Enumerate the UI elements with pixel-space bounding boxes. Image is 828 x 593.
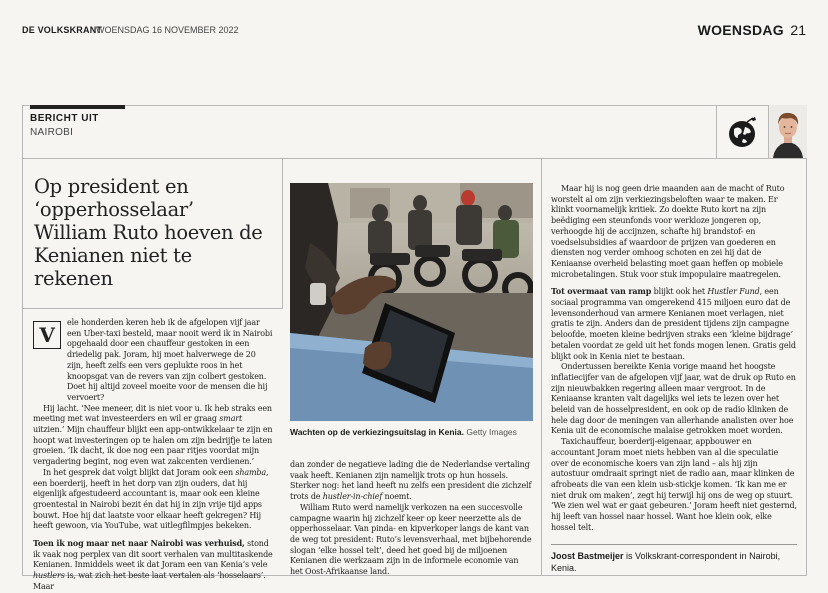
- text-run: is, wat zich het beste laat vertalen als ‘hosselaars’. Maar: [33, 571, 266, 591]
- text-run: , een boerderij, heeft in het dorp van zijn ouders, dat hij eigenlijk afgestudeerd accountant is, maar ook een kleine groentestal in Nairobi bezit én dat hij in zijn vrije tijd apps bouwt. Hoe hij dat laatste voor elkaar heeft gekregen? Hij heeft gewoon, via YouTube, wat uitlegfilmpjes bekeken.: [33, 467, 269, 531]
- paragraph: Taxichauffeur, boerderij-eigenaar, appbouwer en accountant Joram moet niets hebben van al die speculatie over de economische koers van zijn land – als hij zijn autostuur omdraait springt niet de radio aan, maar klinken de afrobeats die van een klein usb-stickje komen. ‘Ik kan me er niet druk om maken’, zegt hij terwijl hij ons de weg op stuurt. ‘We zien wel wat er gaat gebeuren.’ Joram heeft niet gesternd, hij leeft van hossel naar hossel. Want hoe klein ook, elke hossel telt.: [551, 437, 797, 532]
- page-header: [22, 22, 806, 38]
- newspaper-name: DE VOLKSKRANT: [22, 25, 103, 35]
- caption-text: Wachten op de verkiezingsuitslag in Kenia.: [290, 427, 464, 437]
- italic-term: hustler-in-chief: [322, 492, 383, 502]
- article-column-3: [551, 184, 797, 534]
- photo-caption: [290, 427, 533, 438]
- paragraph: Maar hij is nog geen drie maanden aan de macht of Ruto worstelt al om zijn verkiezingsbeloften waar te maken. Er klinkt voornamelijk kritiek. Zo doekte Ruto kort na zijn beëdiging een steunfonds voor werkloze jongeren op, verhoogde hij de accijnzen, schafte hij brandstof- en voedselsubsidies af waardoor de prijzen van goederen en diensten nog verder omhoog schoten en zei hij dat de Keniaanse overheid belasting moet gaan heffen op mobiele microbetalingen. Stuk voor stuk impopulaire maatregelen.: [551, 184, 785, 279]
- paragraph: ele honderden keren heb ik de afgelopen vijf jaar een Uber-taxi besteld, maar nooit werd ik in Nairobi opgehaald door een chauffeur gestoken in een driedelig pak. Joram, hij moet halverwege de 20 zijn, heeft zelfs een vers geplukte roos in het knoopsgat van de revers van zijn colbert gestoken. Doet hij altijd zoveel moeite voor de mensen die hij vervoert?: [67, 318, 273, 402]
- section-rule: [30, 105, 125, 109]
- globe-icon: [716, 105, 769, 158]
- text-run: dan zonder de negatieve lading die de Nederlandse vertaling vaak heeft. Kenianen zijn namelijk trots op hun hossels. Sterker nog: het land heeft nu zelfs een president die zichzelf trots de: [290, 460, 532, 502]
- author-portrait: [768, 105, 807, 158]
- text-run: , een sociaal programma van omgerekend 415 miljoen euro dat de levensonderhoud van armere Kenianen moet verlagen, niet gratis te zijn. Anders dan de president tijdens zijn campagne beloofde, moeten kleine bedrijven straks een ‘kleine bijdrage’ betalen voordat ze geld uit het fonds mogen lenen. Gratis geld blijkt ook in Kenia niet te bestaan.: [551, 287, 796, 361]
- paragraph: [33, 538, 273, 593]
- paragraph: [33, 404, 273, 468]
- paragraph: [290, 460, 533, 503]
- italic-term: smart: [219, 414, 243, 424]
- author-byline: [551, 551, 797, 574]
- italic-term: hustlers: [33, 571, 65, 581]
- italic-term: Hustler Fund: [707, 287, 760, 297]
- text-run: stond ik vaak nog perplex van dit soort verhalen van multitaskende Kenianen. Inmiddels weet ik dat Joram een van Kenia’s vele: [33, 539, 273, 570]
- section-bar: [22, 105, 807, 159]
- issue-date: WOENSDAG 16 NOVEMBER 2022: [96, 25, 239, 35]
- section-place: NAIROBI: [30, 127, 74, 138]
- lead-in: Tot overmaat van ramp: [551, 286, 652, 297]
- article-column-2: [290, 460, 533, 578]
- byline-rule: [551, 544, 797, 545]
- text-run: Hij lacht. ‘Nee meneer, dit is niet voor u. Ik heb straks een meeting met wat investeerders en wil er graag: [33, 403, 272, 424]
- article-column-1: [33, 318, 273, 593]
- page-number: 21: [790, 22, 806, 38]
- article-photo: [290, 183, 533, 421]
- article-headline: Op president en ‘opperhosselaar’ William Ruto hoeven de Kenianen niet te rekenen: [34, 175, 263, 290]
- paragraph: Ondertussen bereikte Kenia vorige maand het hoogste inflatiecijfer van de afgelopen vijf jaar, wat de druk op Ruto en zijn nieuwbakken regering alleen maar vergroot. In de Keniaanse kranten valt dagelijks wel iets te lezen over het beleid van de hosselpresident, en ook op de radio klinken de hele dag door de meningen van allerhande analisten over hoe Kenia uit de economische malaise getrokken moet worden.: [551, 362, 796, 436]
- drop-cap: V: [33, 321, 61, 349]
- paragraph: William Ruto werd namelijk verkozen na een succesvolle campagne waarin hij zichzelf keer op keer neerzette als de opperhosselaar. Van pinda- en kipverkoper langs de kant van de weg tot president: Ruto’s levensverhaal, met bijbehorende slogan ‘elke hossel telt’, deed het goed bij de miljoenen Kenianen die werkzaam zijn in de informele economie van het Oost-Afrikaanse land.: [290, 502, 532, 577]
- italic-term: shamba: [235, 467, 266, 477]
- text-run: blijkt ook het: [651, 287, 708, 297]
- author-description: is Volkskrant-correspondent in Nairobi, Kenia.: [551, 551, 781, 573]
- article-opener: [33, 318, 273, 404]
- author-name: Joost Bastmeijer: [551, 551, 624, 561]
- headline-box: [22, 159, 283, 309]
- text-run: uitzien.’ Mijn chauffeur blijkt een app-ontwikkelaar te zijn en hoopt wat investeringen op te halen om zijn bedrijfje te laten groeien. ‘Ik dacht, ik doe nog een paar ritjes voordat mijn vergadering begint, nog even wat zakcenten verdienen.’: [33, 425, 273, 467]
- text-run: In het gesprek dat volgt blijkt dat Joram ook een: [43, 467, 236, 477]
- paragraph: [551, 286, 797, 362]
- text-run: noemt.: [382, 492, 412, 502]
- section-title: BERICHT UIT: [30, 113, 99, 124]
- column-divider: [541, 159, 542, 576]
- photo-credit: Getty Images: [466, 427, 517, 437]
- paragraph: [33, 468, 273, 532]
- lead-in: Toen ik nog maar net naar Nairobi was verhuisd,: [33, 538, 245, 549]
- weekday-label: WOENSDAG: [697, 22, 784, 38]
